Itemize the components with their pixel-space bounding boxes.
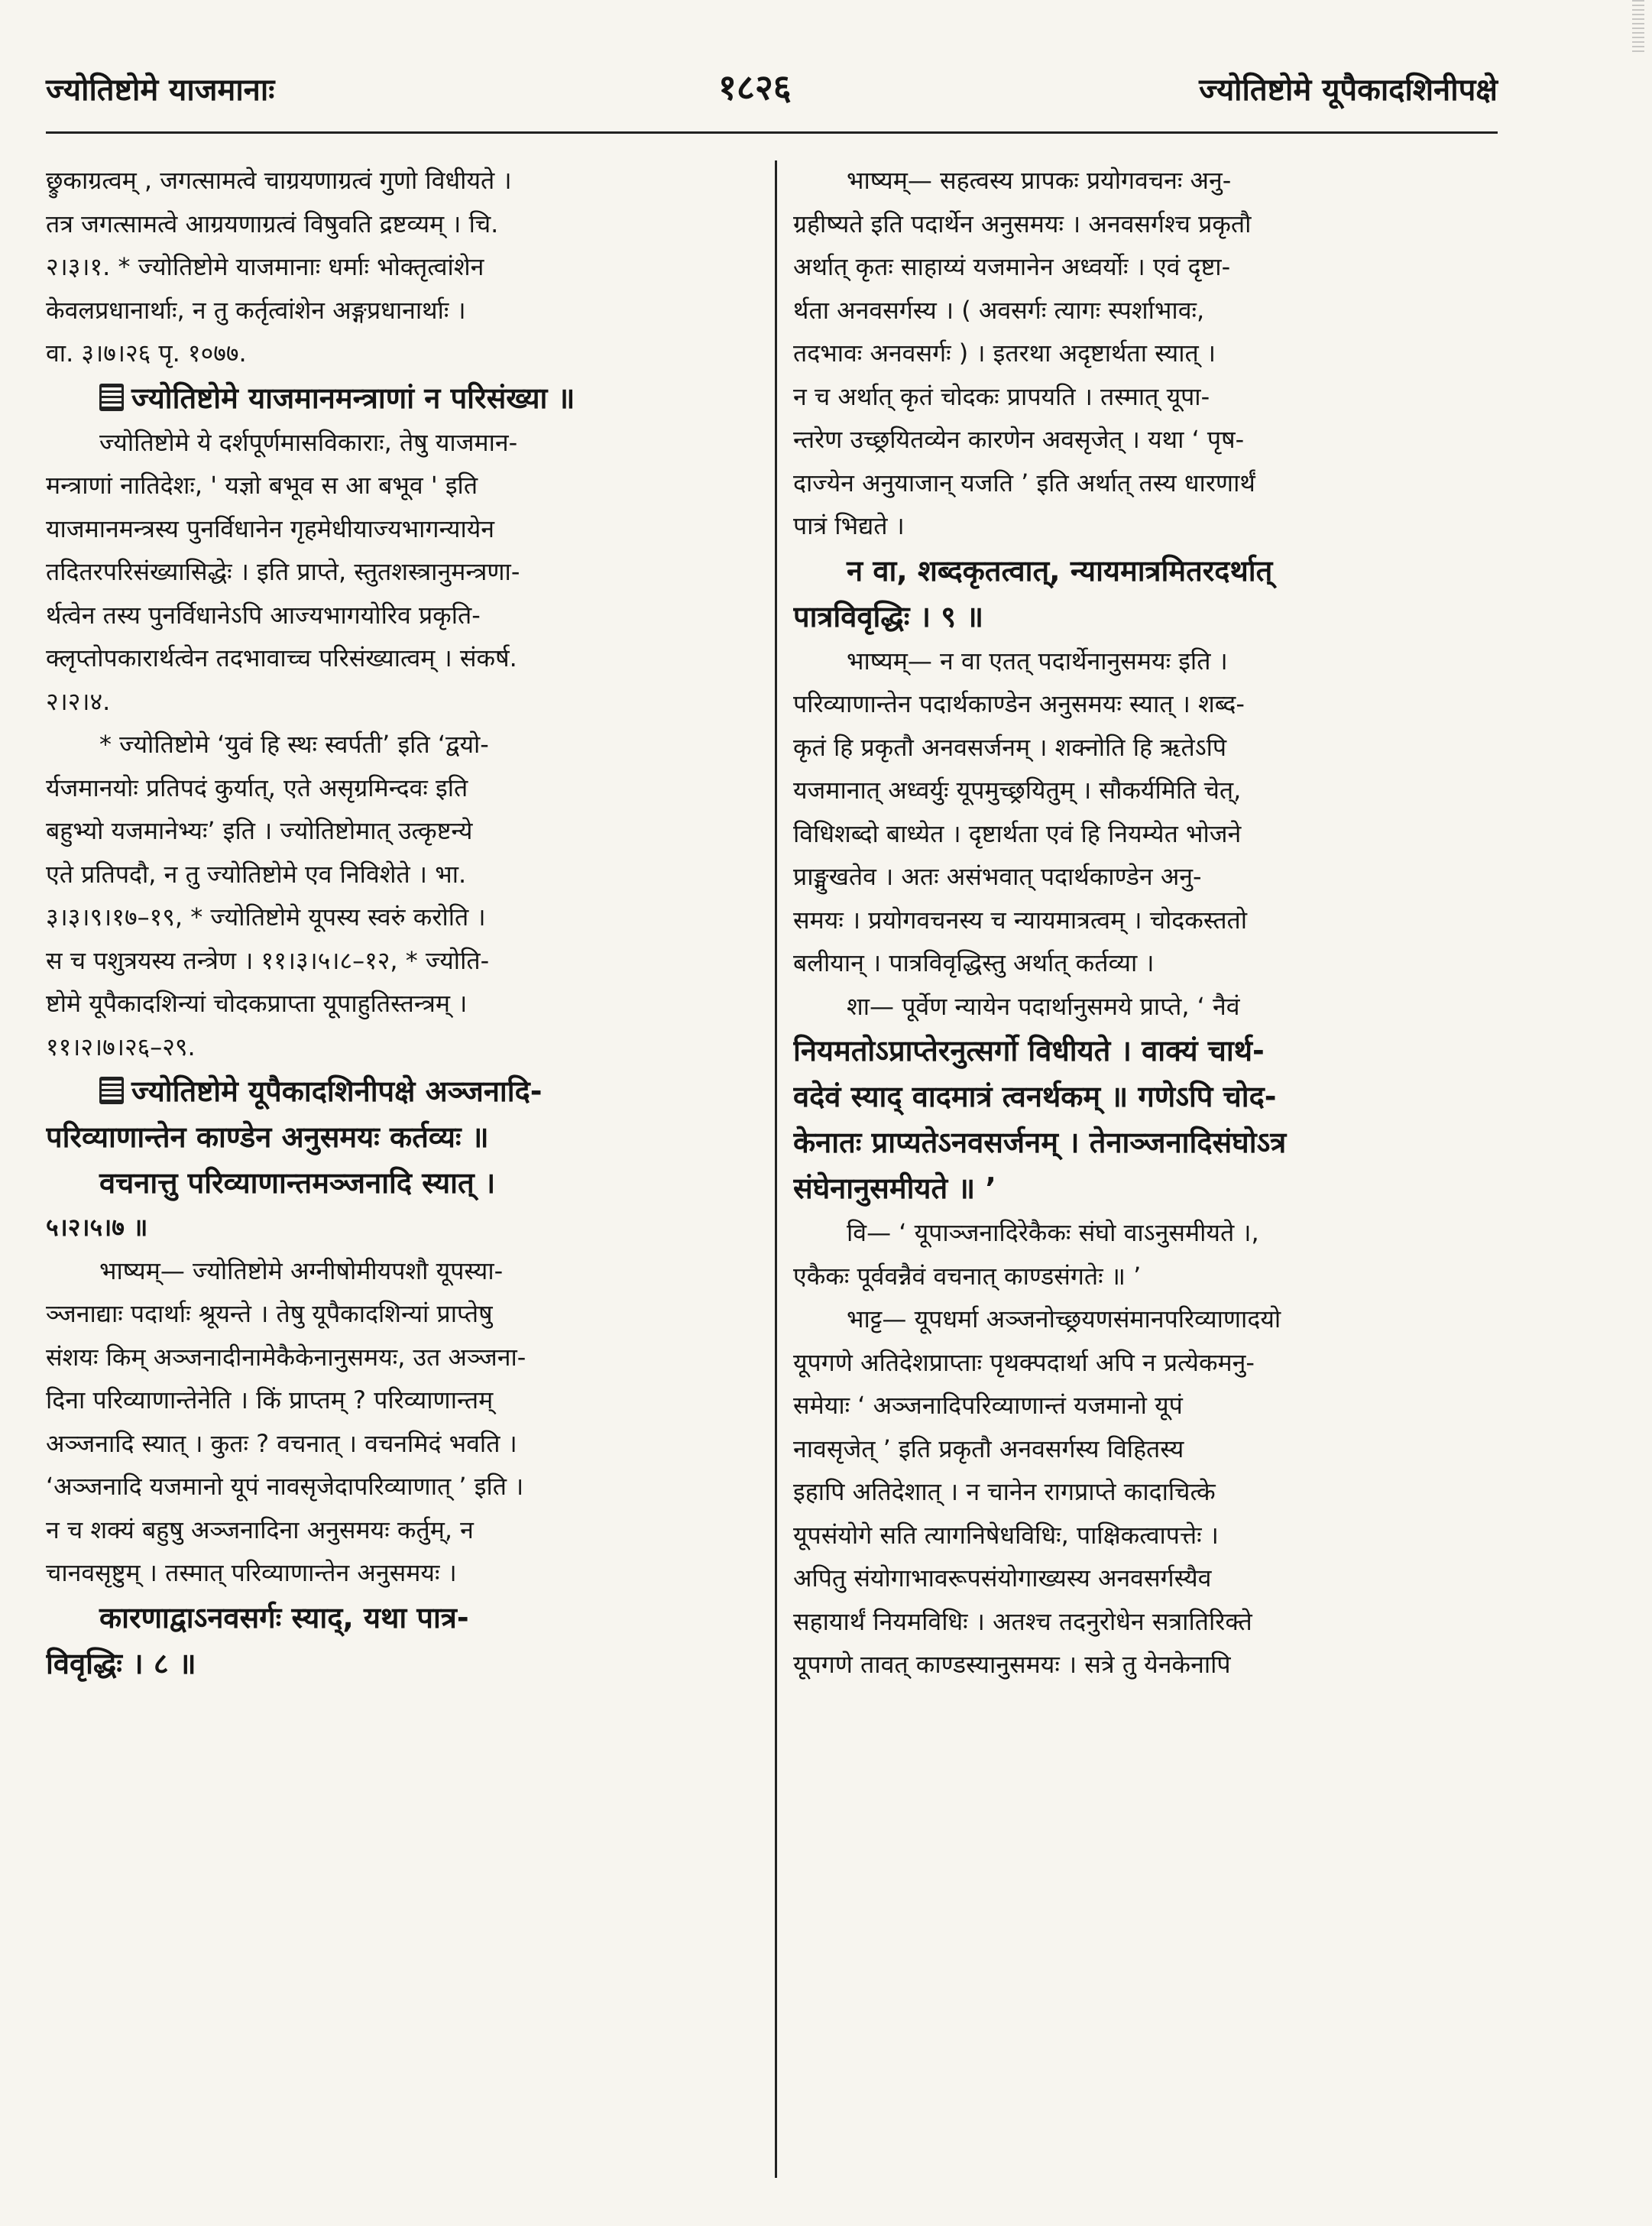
verse-line: केनातः प्राप्यतेऽनवसर्जनम् । तेनाञ्जनादिसंघोऽत्र [793,1126,1287,1159]
text-line: यजमानात् अध्वर्युः यूपमुच्छ्रयितुम् । सौकर्यमिति चेत्, [793,776,1242,805]
text-line: न च शक्यं बहुषु अञ्जनादिना अनुसमयः कर्तुम्, न [46,1515,474,1544]
text-line: ११।२।७।२६–२९. [46,1032,196,1061]
text-line: संशयः किम् अञ्जनादीनामेकैकेनानुसमयः, उत अञ्जना- [46,1342,526,1372]
text-line: स च पशुत्रयस्य तन्त्रेण । ११।३।५।८–१२, * ज्योति- [46,945,490,975]
text-line: एकैकः पूर्ववन्नैवं वचनात् काण्डसंगतेः ॥ ’ [793,1261,1142,1291]
text-line: ज्योतिष्टोमे ये दर्शपूर्णमासविकाराः, तेषु याजमान- [99,427,518,457]
text-line: नावसृजेत् ’ इति प्रकृतौ अनवसर्गस्य विहितस्य [793,1434,1184,1463]
text-line: न च अर्थात् कृतं चोदकः प्रापयति । तस्मात् यूपा- [793,381,1210,411]
text-line: यूपगणे तावत् काण्डस्यानुसमयः । सत्रे तु येनकेनापि [793,1650,1231,1679]
sutra-line: कारणाद्वाऽनवसर्गः स्याद्, यथा पात्र- [99,1600,469,1635]
text-line: वि— ‘ यूपाञ्जनादिरेकैकः संघो वाऽनुसमीयते ।, [847,1218,1259,1247]
running-head-left: ज्योतिष्टोमे याजमानाः [46,73,275,108]
text-line: र्यजमानयोः प्रतिपदं कुर्यात्, एते असृग्रमिन्दवः इति [46,773,468,802]
text-line: र्थत्वेन तस्य पुनर्विधानेऽपि आज्यभागयोरिव प्रकृति- [46,600,481,630]
text-line: केवलप्रधानार्थाः, न तु कर्तृत्वांशेन अङ्गप्रधानार्थाः । [46,295,466,325]
text-line: मन्त्राणां नातिदेशः, ' यज्ञो बभूव स आ बभूव ' इति [46,471,478,500]
text-line: तदभावः अनवसर्गः ) । इतरथा अदृष्टार्थता स्यात् । [793,339,1216,368]
text-line: बलीयान् । पात्रविवृद्धिस्तु अर्थात् कर्तव्या । [793,948,1155,977]
sutra-line: वचनात्तु परिव्याणान्तमञ्जनादि स्यात् । [99,1166,496,1200]
text-line: कृतं हि प्रकृतौ अनवसर्जनम् । शक्नोति हि ऋतेऽपि [793,732,1227,762]
text-line: तदितरपरिसंख्यासिद्धेः । इति प्राप्ते, स्तुतशस्त्रानुमन्त्रणा- [46,557,520,586]
text-line: यूपसंयोगे सति त्यागनिषेधविधिः, पाक्षिकत्वापत्तेः । [793,1520,1219,1550]
text-line: भाष्यम्— न वा एतत् पदार्थेनानुसमयः इति । [847,646,1228,676]
left-column [46,159,756,2192]
text-line: र्थता अनवसर्गस्य । ( अवसर्गः त्यागः स्पर्शाभावः, [793,295,1205,325]
section-heading-cont: परिव्याणान्तेन काण्डेन अनुसमयः कर्तव्यः ॥ [46,1120,489,1154]
sutra-line: न वा, शब्दकृतत्वात्, न्यायमात्रमितरदर्थात् [847,553,1273,588]
text-line: विधिशब्दो बाध्येत । दृष्टार्थता एवं हि नियम्येत भोजने [793,818,1242,848]
adhikarana-mark-icon [99,1077,124,1104]
running-head-right: ज्योतिष्टोमे यूपैकादशिनीपक्षे [1199,73,1498,108]
text-line: भाष्यम्— ज्योतिष्टोमे अग्नीषोमीयपशौ यूपस्या- [99,1256,504,1285]
text-line: ञ्जनाद्याः पदार्थाः श्रूयन्ते । तेषु यूपैकादशिन्यां प्राप्तेषु [46,1299,493,1328]
text-line: समेयाः ‘ अञ्जनादिपरिव्याणान्तं यजमानो यूपं [793,1391,1183,1420]
text-line: समयः । प्रयोगवचनस्य च न्यायमात्रत्वम् । चोदकस्ततो [793,905,1248,935]
text-line: वा. ३।७।२६ पृ. १०७७. [46,339,247,368]
text-line: भाष्यम्— सहत्वस्य प्रापकः प्रयोगवचनः अनु- [847,166,1232,195]
text-line: ३।३।९।१७–१९, * ज्योतिष्टोमे यूपस्य स्वरुं करोति । [46,902,486,932]
adhikarana-mark-icon [99,384,124,411]
text-line: शा— पूर्वेण न्यायेन पदार्थानुसमये प्राप्ते, ‘ नैवं [847,991,1240,1021]
text-line: ‘अञ्जनादि यजमानो यूपं नावसृजेदापरिव्याणात् ’ इति । [46,1472,524,1501]
sutra-line: पात्रविवृद्धिः । ९ ॥ [793,599,983,633]
text-line: भाट्ट— यूपधर्मा अञ्जनोच्छ्रयणसंमानपरिव्याणादयो [847,1304,1281,1333]
section-heading: ज्योतिष्टोमे याजमानमन्त्राणां न परिसंख्या ॥ [46,375,756,421]
text-line: क्लृप्तोपकारार्थत्वेन तदभावाच्च परिसंख्यात्वम् । संकर्ष. [46,643,517,672]
scan-speckle [1632,0,1644,53]
text-line: छ्रुकाग्रत्वम् , जगत्सामत्वे चाग्रयणाग्रत्वं गुणो विधीयते । [46,166,512,195]
page-number: १८२६ [718,66,792,108]
text-line: परिव्याणान्तेन पदार्थकाण्डेन अनुसमयः स्यात् । शब्द- [793,689,1245,718]
text-line: दाज्येन अनुयाजान् यजति ’ इति अर्थात् तस्य धारणार्थं [793,468,1255,497]
text-line: प्राङ्मुखतेव । अतः असंभवात् पदार्थकाण्डेन अनु- [793,862,1202,891]
page-header [46,67,1498,128]
verse-line: संघेनानुसमीयते ॥ ’ [793,1171,996,1205]
text-line: याजमानमन्त्रस्य पुनर्विधानेन गृहमेधीयाज्यभागन्यायेन [46,514,495,543]
verse-line: नियमतोऽप्राप्तेरनुत्सर्गो विधीयते । वाक्यं चार्थ- [793,1034,1265,1068]
text-line: सहायार्थं नियमविधिः । अतश्च तदनुरोधेन सत्रातिरिक्ते [793,1606,1252,1636]
text-line: तत्र जगत्सामत्वे आग्रयणाग्रत्वं विषुवति द्रष्टव्यम् । चि. [46,209,499,238]
text-line: अर्थात् कृतः साहाय्यं यजमानेन अध्वर्योः । एवं दृष्टा- [793,252,1231,281]
text-line: ष्टोमे यूपैकादशिन्यां चोदकप्राप्ता यूपाहुतिस्तन्त्रम् । [46,989,468,1018]
text-line: एते प्रतिपदौ, न तु ज्योतिष्टोमे एव निविशेते । भा. [46,859,467,889]
text-line: यूपगणे अतिदेशप्राप्ताः पृथक्पदार्था अपि न प्रत्येकमनु- [793,1347,1255,1377]
text-line: अपितु संयोगाभावरूपसंयोगाख्यस्य अनवसर्गस्यैव [793,1563,1212,1593]
text-line: पात्रं भिद्यते । [793,511,905,540]
section-heading: ज्योतिष्टोमे यूपैकादशिनीपक्षे अञ्जनादि- [46,1068,756,1114]
text-line: ग्रहीष्यते इति पदार्थेन अनुसमयः । अनवसर्गश्च प्रकृतौ [793,209,1252,238]
text-line: बहुभ्यो यजमानेभ्यः’ इति । ज्योतिष्टोमात् उत्कृष्टन्ये [46,816,473,845]
header-rule [46,131,1498,134]
sutra-reference: ५।२।५।७ ॥ [46,1213,148,1242]
column-divider [775,160,777,2178]
right-column [793,159,1504,2192]
text-line: २।२।४. [46,686,111,716]
text-line: चानवसृष्टुम् । तस्मात् परिव्याणान्तेन अनुसमयः । [46,1558,457,1587]
text-line: इहापि अतिदेशात् । न चानेन रागप्राप्ते कादाचित्के [793,1477,1216,1506]
verse-line: वदेवं स्याद् वादमात्रं त्वनर्थकम् ॥ गणेऽपि चोद- [793,1080,1277,1113]
text-line: न्तरेण उच्छ्रयितव्येन कारणेन अवसृजेत् । यथा ‘ पृष- [793,425,1245,454]
text-line: अञ्जनादि स्यात् । कुतः ? वचनात् । वचनमिदं भवति । [46,1428,517,1458]
sutra-line: विवृद्धिः । ८ ॥ [46,1646,196,1680]
text-line: दिना परिव्याणान्तेनेति । किं प्राप्तम् ? परिव्याणान्तम् [46,1385,494,1414]
text-line: * ज्योतिष्टोमे ‘युवं हि स्थः स्वर्पती’ इति ‘द्वयो- [99,730,489,759]
text-line: २।३।१. * ज्योतिष्टोमे याजमानाः धर्माः भोक्तृत्वांशेन [46,252,484,281]
